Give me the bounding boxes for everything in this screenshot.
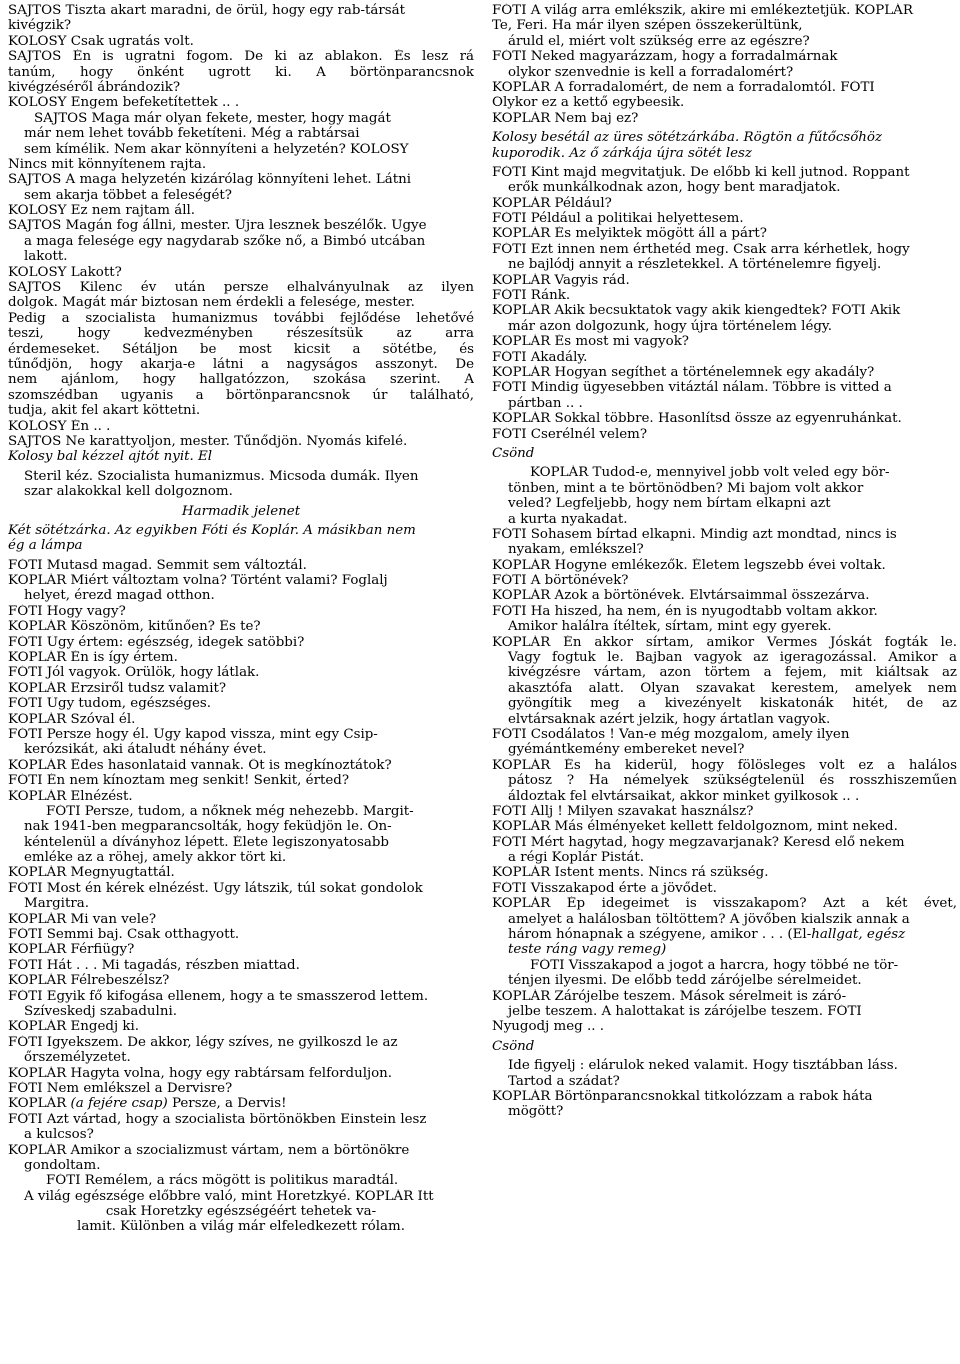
- text-line: pátosz ? Ha némelyek szükségtelenül és rosszhiszeműen: [508, 773, 957, 789]
- text-line: tudja, akit fel akart köttetni.: [8, 403, 201, 419]
- text-line: KOPLÁR Ép idegeimet is visszakapom? Azt a két évet,: [492, 896, 957, 912]
- text-line: FÓTI Állj ! Milyen szavakat használsz?: [492, 803, 754, 819]
- text-line: FÓTI Cserélnél velem?: [492, 426, 648, 442]
- text-line: FÓTI Akadály.: [492, 349, 588, 365]
- text-line: KOPLÁR Szóval él.: [8, 711, 136, 727]
- text-line: már nem lehet tovább feketíteni. Még a rabtársai: [24, 126, 360, 142]
- text-line: helyet, érezd magad otthon.: [24, 588, 215, 604]
- text-line: SAJTOS Maga már olyan fekete, mester, hogy magát: [34, 110, 391, 126]
- text-line: kivégzésre vártam, azon törtem a fejem, mit kiáltsak az: [508, 665, 957, 681]
- text-line: KOPLÁR Én akkor sírtam, amikor Vermes Jóskát fogták le.: [492, 634, 957, 650]
- text-line: KOPLÁR A forradalomért, de nem a forradalomtól. FÓTI: [492, 79, 875, 95]
- text-line: FÓTI Én nem kínoztam meg senkit! Senkit, érted?: [8, 773, 350, 789]
- text-line: Vagy fogtuk le. Bajban vagyok az igeragozással. Amikor a: [508, 650, 957, 666]
- text-line: már azon dolgozunk, hogy újra történelem légy.: [508, 318, 832, 334]
- text-line: nem ajánlom, hogy hallgatózzon, szokása szerint. A: [8, 372, 474, 388]
- text-line: Margitra.: [24, 896, 89, 912]
- text-line: KOPLÁR Börtönparancsnokkal titkolózzam a rabok háta: [492, 1088, 873, 1104]
- text-line: KOPLÁR És ha kiderül, hogy fölösleges volt ez a halálos: [492, 757, 957, 773]
- text-line: jelbe teszem. A halottakat is zárójelbe teszem. FÓTI: [508, 1004, 862, 1019]
- text-line: KOPLÁR (a fejére csap) Persze, a Dervis!: [8, 1096, 287, 1112]
- text-line: Te, Feri. Ha már ilyen szépen összekerültünk,: [492, 18, 803, 34]
- text-line: FÓTI A világ arra emlékszik, akire mi emlékeztetjük. KOPLÁR: [492, 3, 913, 18]
- text-line: Steril kéz. Szocialista humanizmus. Micsoda dumák. Ilyen: [24, 468, 419, 484]
- left-column: [8, 3, 474, 1235]
- text-line: Két sötétzárka. Az egyikben Fóti és Koplár. A másikban nem: [8, 522, 416, 538]
- text-line: KOLOSY Lakott?: [8, 264, 122, 280]
- text-line: FÓTI Mért hagytad, hogy megzavarjanak? Keresd elő nekem: [492, 834, 905, 850]
- right-column: [492, 3, 957, 1120]
- text-line: KOPLÁR Tudod-e, mennyivel jobb volt veled egy bör-: [530, 465, 890, 481]
- text-line: teszi, hogy kedvezményben részesítsük az arra: [8, 326, 474, 342]
- text-line: FÓTI Semmi baj. Csak otthagyott.: [8, 927, 240, 943]
- text-line: a kurta nyakadat.: [508, 511, 628, 527]
- text-line: KOLOSY Én .. .: [8, 418, 111, 434]
- text-line: FÓTI Most én kérek elnézést. Úgy látszik, túl sokat gondolok: [8, 880, 423, 896]
- text-line: tönben, mint a te börtönödben? Mi bajom volt akkor: [508, 480, 864, 496]
- text-line: KOPLÁR Hagyta volna, hogy egy rabtársam felforduljon.: [8, 1065, 393, 1081]
- text-line: csak Horetzky egészségéért tehetek va-: [105, 1204, 377, 1220]
- text-line: FÓTI Igyekszem. De akkor, légy szíves, ne gyilkoszd le az: [8, 1034, 398, 1050]
- text-line: KOPLÁR Félrebeszélsz?: [8, 973, 170, 989]
- text-line: SAJTOS A maga helyzetén kizárólag könnyíteni lehet. Látni: [8, 172, 412, 188]
- text-line: KOPLÁR Hogyan segíthet a történelemnek egy akadály?: [492, 364, 875, 380]
- text-line: KOPLÁR Amikor a szocializmust vártam, nem a börtönökre: [8, 1142, 410, 1158]
- text-line: KOLOSY Csak ugratás volt.: [8, 33, 194, 49]
- text-line: KOPLÁR Édes hasonlataid vannak. Őt is megkínoztátok?: [8, 757, 392, 773]
- text-line: SAJTOS Tiszta akart maradni, de örül, hogy egy rab-társát: [8, 3, 406, 18]
- text-line: FÓTI Hogy vagy?: [8, 603, 126, 619]
- text-line: FÓTI Persze, tudom, a nőknek még nehezebb. Margit-: [46, 803, 414, 819]
- text-line: olykor szenvednie is kell a forradalomért?: [508, 64, 794, 80]
- text-line: elvtársaknak azért jelzik, hogy ártatlan vagyok.: [508, 711, 831, 727]
- text-line: kivégzéséről ábrándozik?: [8, 79, 181, 95]
- text-line: kuporodik. Az ő zárkája újra sötét lesz: [492, 145, 752, 161]
- text-line: tanúm, hogy önként ugrott ki. A börtönparancsnok: [8, 64, 474, 80]
- text-line: lakott.: [24, 249, 68, 265]
- text-line: Amikor halálra ítéltek, sírtam, mint egy gyerek.: [508, 619, 832, 635]
- text-line: KOPLÁR Köszönöm, kitűnően? És te?: [8, 619, 261, 635]
- text-line: FÓTI Nem emlékszel a Dervisre?: [8, 1080, 233, 1096]
- text-line: FÓTI Ránk.: [492, 288, 571, 304]
- text-line: FÓTI Visszakapod a jogot a harcra, hogy többé ne tör-: [530, 957, 899, 973]
- text-line: kéntelenül a díványhoz lépett. Élete legiszonyatosabb: [24, 834, 389, 850]
- text-line: KOPLÁR Zárójelbe teszem. Mások sérelmeit is záró-: [492, 988, 847, 1004]
- text-line: nak 1941-ben megparancsolták, hogy feküdjön le. Ön-: [24, 819, 392, 835]
- text-line: KOPLÁR Hogyne emlékezők. Életem legszebb évei voltak.: [492, 557, 886, 573]
- text-line: KOPLÁR Engedj ki.: [8, 1019, 140, 1035]
- text-line: FÓTI Ezt innen nem érthetéd meg. Csak arra kérhetlek, hogy: [492, 241, 910, 257]
- text-line: FÓTI Csodálatos ! Van-e még mozgalom, amely ilyen: [492, 726, 850, 742]
- text-line: SAJTOS Magán fog állni, mester. Újra lesznek beszélők. Ugye: [8, 218, 427, 234]
- text-line: Csönd: [492, 445, 535, 461]
- text-line: KOPLÁR Más élményeket kellett feldolgoznom, mint neked.: [492, 819, 898, 835]
- text-line: KOPLÁR Nem baj ez?: [492, 110, 639, 126]
- text-line: három hónapnak a szégyene, amikor . . . (El-hallgat, egész: [508, 927, 906, 943]
- text-line: Nyugodj meg .. .: [492, 1019, 604, 1035]
- text-line: KOPLÁR És most mi vagyok?: [492, 334, 689, 350]
- text-line: FÓTI Például a politikai helyettesem.: [492, 211, 744, 227]
- text-line: gyémántkemény embereket nevel?: [508, 742, 745, 758]
- text-line: FÓTI Neked magyarázzam, hogy a forradalmárnak: [492, 49, 838, 65]
- text-line: KOLOSY Ez nem rajtam áll.: [8, 203, 196, 219]
- text-line: Pedig a szocialista humanizmus további fejlődése lehetővé: [8, 310, 474, 326]
- text-line: KOPLÁR És melyiktek mögött áll a párt?: [492, 226, 767, 242]
- text-line: Kolosy bal kézzel ajtót nyit. El: [8, 449, 213, 465]
- text-line: KOPLÁR Elnézést.: [8, 788, 133, 804]
- text-line: KOLOSY Engem befeketítettek .. .: [8, 95, 240, 111]
- text-line: FÓTI A börtönévek?: [492, 573, 629, 589]
- text-line: KOPLÁR Mi van vele?: [8, 911, 157, 927]
- text-line: FÓTI Kint majd megvitatjuk. De előbb ki kell jutnod. Roppant: [492, 164, 910, 180]
- text-line: tűnődjön, hogy akarja-e látni a nagyságos asszonyt. De: [8, 356, 474, 372]
- text-line: nyakam, emlékszel?: [508, 542, 644, 558]
- text-line: kerózsikát, aki átaludt néhány évet.: [24, 742, 267, 758]
- text-line: gyöngítik meg a kivezényelt kiskatonák hitét, de az: [508, 696, 957, 712]
- text-line: emléke az a röhej, amely akkor tört ki.: [24, 850, 287, 866]
- text-line: sem kímélik. Nem akar könnyíteni a helyzetén? KOLOSY: [24, 141, 409, 157]
- text-line: amelyet a halálosban töltöttem? A jövőben kialszik annak a: [508, 911, 910, 927]
- text-line: FÓTI Egyik fő kifogása ellenem, hogy a te smasszerod lettem.: [8, 988, 429, 1004]
- text-line: gondoltam.: [24, 1157, 101, 1173]
- text-line: áldoztak fel elvtársaikat, akkor minket gyilkosok .. .: [508, 788, 860, 804]
- text-line: áruld el, miért volt szükség erre az egészre?: [508, 33, 810, 49]
- text-line: veled? Legfeljebb, hogy nem bírtam elkapni azt: [508, 496, 831, 512]
- text-line: KOPLÁR Vagyis rád.: [492, 272, 630, 288]
- text-line: a kulcsos?: [24, 1127, 94, 1143]
- text-line: pártban .. .: [508, 395, 583, 411]
- text-line: Ide figyelj : elárulok neked valamit. Hogy tisztábban láss.: [508, 1058, 898, 1074]
- text-line: Csönd: [492, 1038, 535, 1054]
- text-line: őrszemélyzetet.: [24, 1050, 131, 1066]
- text-line: teste ráng vagy remeg): [508, 942, 667, 958]
- text-line: Harmadik jelenet: [181, 503, 301, 519]
- text-line: FÓTI Azt vártad, hogy a szocialista börtönökben Einstein lesz: [8, 1111, 427, 1127]
- text-line: FÓTI Úgy értem: egészség, idegek satöbbi?: [8, 634, 305, 650]
- text-line: FÓTI Persze hogy él. Úgy kapod vissza, mint egy Csip-: [8, 726, 378, 742]
- text-line: kivégzik?: [8, 18, 72, 34]
- text-line: FÓTI Remélem, a rács mögött is politikus maradtál.: [46, 1173, 399, 1189]
- text-line: KOPLÁR Megnyugtattál.: [8, 865, 175, 881]
- text-line: erők munkálkodnak azon, hogy bent maradjatok.: [508, 180, 841, 196]
- text-line: KOPLÁR Férfiügy?: [8, 942, 135, 958]
- text-line: KOPLÁR Akik becsuktatok vagy akik kiengedtek? FÓTI Akik: [492, 303, 901, 319]
- text-line: FÓTI Mutasd magad. Semmit sem változtál.: [8, 557, 307, 573]
- text-line: FÓTI Ha hiszed, ha nem, én is nyugodtabb voltam akkor.: [492, 603, 878, 619]
- text-line: KOPLÁR Sokkal többre. Hasonlítsd össze az egyenruhánkat.: [492, 411, 902, 427]
- text-line: Kolosy besétál az üres sötétzárkába. Rögtön a fűtőcsőhöz: [492, 130, 883, 146]
- text-line: SAJTOS Én is ugratni fogom. De ki az ablakon. És lesz rá: [8, 49, 474, 65]
- text-line: FÓTI Sohasem bírtad elkapni. Mindig azt mondtad, nincs is: [492, 526, 897, 542]
- text-line: Nincs mit könnyítenem rajta.: [8, 156, 207, 172]
- text-line: szar alakokkal kell dolgoznom.: [24, 484, 233, 500]
- text-line: Olykor ez a kettő egybeesik.: [492, 95, 685, 111]
- text-line: ég a lámpa: [8, 538, 83, 554]
- text-line: FÓTI Hát . . . Mi tagadás, részben miattad.: [8, 957, 300, 973]
- text-line: Tartod a szádat?: [508, 1073, 620, 1089]
- text-line: akasztófa alatt. Olyan szavakat kerestem, amelyek nem: [508, 680, 957, 696]
- text-line: Szíveskedj szabadulni.: [24, 1004, 177, 1019]
- text-line: ténjen ilyesmi. De előbb tedd zárójelbe sérelmeidet.: [508, 973, 862, 989]
- text-line: érdemeseket. Sétáljon be most kicsit a sötétbe, és: [8, 341, 474, 357]
- text-line: FÓTI Úgy tudom, egészséges.: [8, 696, 212, 712]
- text-line: a maga felesége egy nagydarab szőke nő, a Bimbó utcában: [24, 233, 426, 249]
- text-line: lamit. Különben a világ már elfeledkezett rólam.: [77, 1219, 405, 1235]
- text-line: KOPLÁR Miért változtam volna? Történt valami? Foglalj: [8, 573, 388, 589]
- text-line: szomszédban ugyanis a börtönparancsnok úr található,: [8, 387, 474, 403]
- text-line: FÓTI Jól vagyok. Örülök, hogy látlak.: [8, 665, 260, 681]
- text-line: KOPLÁR Erzsiről tudsz valamit?: [8, 680, 227, 696]
- text-line: FÓTI Visszakapod érte a jövődet.: [492, 880, 717, 896]
- text-line: sem akarja többet a feleségét?: [24, 187, 232, 203]
- text-line: mögött?: [508, 1104, 564, 1120]
- text-line: SAJTOS Kilenc év után persze elhalványulnak az ilyen: [8, 280, 474, 296]
- text-line: SAJTOS Ne karattyoljon, mester. Tűnődjön. Nyomás kifelé.: [8, 433, 408, 449]
- text-line: FÓTI Mindig ügyesebben vitáztál nálam. Többre is vitted a: [492, 380, 892, 396]
- text-line: dolgok. Magát már biztosan nem érdekli a felesége, mester.: [8, 295, 415, 311]
- text-line: KOPLÁR Én is így értem.: [8, 650, 178, 666]
- text-line: ne bajlódj annyit a részletekkel. A történelemre figyelj.: [508, 257, 882, 273]
- text-line: KOPLÁR Istent ments. Nincs rá szükség.: [492, 865, 769, 881]
- text-line: a régi Koplár Pistát.: [508, 850, 645, 866]
- text-line: A világ egészsége előbbre való, mint Horetzkyé. KOPLÁR Itt: [24, 1188, 434, 1204]
- text-line: KOPLÁR Azok a börtönévek. Elvtársaimmal összezárva.: [492, 588, 870, 604]
- text-line: KOPLÁR Például?: [492, 195, 612, 211]
